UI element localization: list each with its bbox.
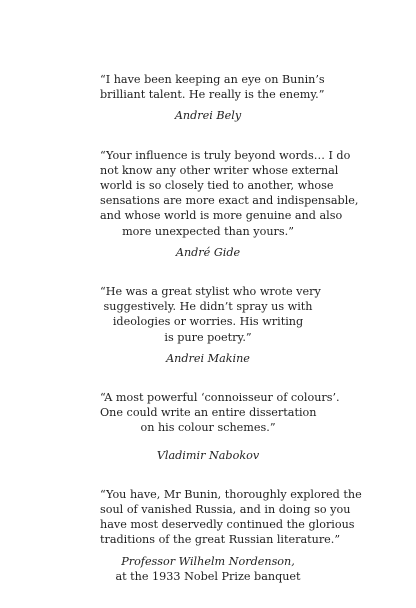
quote-text [100, 284, 321, 345]
quote-author: André Gide [175, 245, 241, 259]
quote-line: on his colour schemes.” [140, 421, 276, 435]
quote-line: more unexpected than yours.” [122, 224, 294, 238]
quote-nordenson [100, 487, 362, 584]
quote-line: One could write an entire dissertation [100, 406, 317, 420]
quote-text [100, 72, 325, 102]
quote-line: not know any other writer whose external [100, 163, 339, 177]
quote-text [100, 487, 362, 548]
quote-line: have most deservedly continued the glorious [100, 518, 355, 532]
quote-line: brilliant talent. He really is the enemy.” [100, 88, 325, 102]
quote-line: world is so closely tied to another, whose [100, 179, 334, 193]
quote-line: ideologies or worries. His writing [112, 315, 304, 329]
quote-text [100, 390, 340, 436]
quote-line: “He was a great stylist who wrote very [100, 285, 321, 299]
quote-makine [100, 284, 321, 366]
quote-gide [100, 148, 359, 260]
quote-line: soul of vanished Russia, and in doing so you [100, 503, 351, 517]
quote-line: traditions of the great Russian literature.” [100, 533, 341, 547]
quote-line: “You have, Mr Bunin, thoroughly explored the [100, 487, 362, 501]
quote-line: is pure poetry.” [164, 330, 252, 344]
quote-line: suggestively. He didn’t spray us with [103, 300, 313, 314]
praise-quotes [100, 72, 362, 608]
quote-line: “A most powerful ‘connoisseur of colours’. [100, 391, 340, 405]
quote-line: “I have been keeping an eye on Bunin’s [100, 73, 325, 86]
quote-line: “Your influence is truly beyond words… I do [100, 148, 351, 162]
quote-author-note: at the 1933 Nobel Prize banquet [115, 569, 301, 583]
quote-author: Professor Wilhelm Nordenson, [121, 554, 295, 568]
quote-line: sensations are more exact and indispensable, [100, 194, 359, 208]
quote-author: Andrei Makine [166, 351, 250, 365]
quote-line: and whose world is more genuine and also [100, 209, 343, 223]
quote-bely [100, 72, 325, 124]
quote-text [100, 148, 359, 239]
quote-author: Vladimir Nabokov [156, 448, 260, 462]
quote-author: Andrei Bely [174, 109, 242, 123]
quote-nabokov [100, 390, 340, 463]
